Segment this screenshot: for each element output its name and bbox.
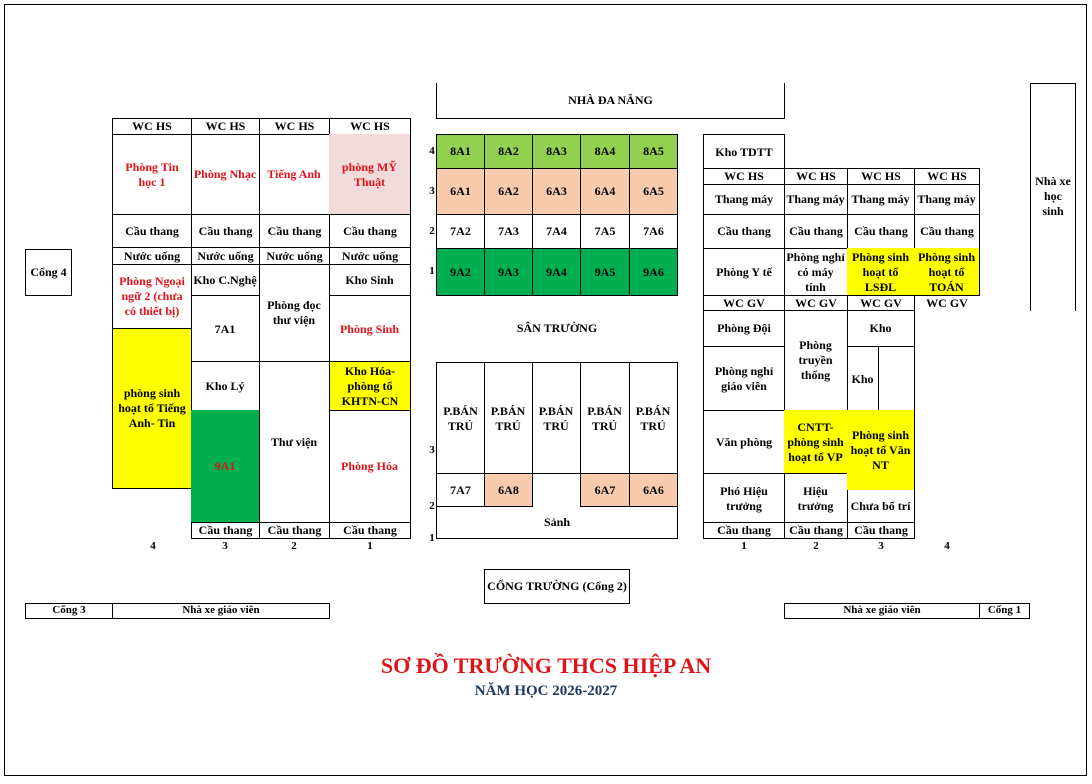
classroom: 6A2	[484, 168, 533, 215]
cau-thang: Cầu thang	[112, 214, 192, 248]
classroom: 8A1	[436, 134, 485, 169]
column-number: 3	[222, 540, 228, 552]
phong-sinh-hoat-to-van: Phòng sinh hoạt tổ Văn NT	[847, 410, 915, 490]
wc-hs: WC HS	[329, 118, 411, 135]
wc-gv: WC GV	[703, 295, 785, 311]
classroom: 9A3	[484, 248, 533, 296]
phong-ngoai-ngu-2: Phòng Ngoại ngữ 2 (chưa có thiết bị)	[112, 264, 192, 329]
phong-nhac: Phòng Nhạc	[191, 134, 260, 215]
kho-cong-nghe: Kho C.Nghệ	[191, 264, 260, 296]
column-number: 4	[944, 540, 950, 552]
cong-4: Cổng 4	[25, 249, 72, 296]
wc-hs: WC HS	[847, 168, 915, 185]
hieu-truong: Hiệu trưởng	[784, 473, 848, 523]
phong-my-thuat: phòng MỸ Thuật	[329, 134, 411, 215]
wc-hs: WC HS	[191, 118, 260, 135]
cau-thang: Cầu thang	[784, 522, 848, 539]
classroom: 9A2	[436, 248, 485, 296]
column-number: 1	[367, 540, 373, 552]
nha-xe-giao-vien: Nhà xe giáo viên	[784, 603, 980, 619]
thang-may: Thang máy	[914, 184, 980, 215]
phong-doc-thu-vien: Phòng đọc thư viện	[259, 264, 330, 362]
phong-sinh-hoat-to-lsdl: Phòng sinh hoạt tổ LSĐL	[847, 248, 915, 296]
column-number: 3	[878, 540, 884, 552]
kho-tdtt: Kho TDTT	[703, 134, 785, 169]
page-title: SƠ ĐỒ TRƯỜNG THCS HIỆP AN	[380, 653, 712, 678]
wc-hs: WC HS	[784, 168, 848, 185]
thang-may: Thang máy	[703, 184, 785, 215]
thang-may: Thang máy	[784, 184, 848, 215]
nha-xe-giao-vien: Nhà xe giáo viên	[112, 603, 330, 619]
classroom: 9A4	[532, 248, 581, 296]
row-number: 3	[429, 444, 435, 456]
column-number: 4	[150, 540, 156, 552]
wc-hs: WC HS	[112, 118, 192, 135]
wc-hs: WC HS	[703, 168, 785, 185]
classroom: 9A6	[629, 248, 678, 296]
phong-sinh: Phòng Sinh	[329, 295, 411, 362]
classroom: 6A4	[580, 168, 630, 215]
cau-thang: Cầu thang	[191, 522, 260, 539]
classroom: 6A1	[436, 168, 485, 215]
phong-ban-tru: P.BÁN TRÚ	[484, 362, 533, 474]
phong-doi: Phòng Đội	[703, 310, 785, 347]
cntt-phong-sinh-hoat-to-vp: CNTT-phòng sinh hoạt tổ VP	[784, 410, 848, 474]
row-number: 1	[429, 532, 435, 544]
kho: Kho	[847, 310, 915, 347]
wc-gv: WC GV	[847, 295, 915, 311]
nha-xe-hoc-sinh: Nhà xe học sinh	[1030, 83, 1076, 311]
nuoc-uong: Nước uống	[259, 247, 330, 265]
san-truong: SÂN TRƯỜNG	[516, 320, 598, 335]
phong-truyen-thong: Phòng truyền thống	[784, 310, 848, 411]
classroom: 7A3	[484, 214, 533, 249]
column-number: 2	[291, 540, 297, 552]
classroom: 8A5	[629, 134, 678, 169]
classroom: 7A4	[532, 214, 581, 249]
row-number: 1	[429, 265, 435, 277]
cau-thang: Cầu thang	[259, 522, 330, 539]
kho-hoa-phong-to-khtn: Kho Hóa- phòng tổ KHTN-CN	[329, 361, 411, 411]
classroom: 8A2	[484, 134, 533, 169]
thu-vien: Thư viện	[259, 361, 330, 523]
room-7a1: 7A1	[191, 295, 260, 362]
chua-bo-tri: Chưa bố trí	[847, 489, 915, 523]
row-number: 4	[429, 145, 435, 157]
cau-thang: Cầu thang	[914, 214, 980, 249]
classroom: 6A5	[629, 168, 678, 215]
phong-hoa: Phòng Hóa	[329, 410, 411, 523]
nuoc-uong: Nước uống	[112, 247, 192, 265]
classroom: 6A3	[532, 168, 581, 215]
phong-y-te: Phòng Y tế	[703, 248, 785, 296]
cong-1: Cổng 1	[979, 603, 1030, 619]
classroom: 7A5	[580, 214, 630, 249]
phong-nghi-giao-vien: Phòng nghỉ giáo viên	[703, 346, 785, 411]
phong-ban-tru: P.BÁN TRÚ	[436, 362, 485, 474]
phong-sinh-hoat-to-toan: Phòng sinh hoạt tổ TOÁN	[914, 248, 980, 296]
cau-thang: Cầu thang	[191, 214, 260, 248]
kho: Kho	[847, 346, 879, 411]
phong-sinh-hoat-to-tieng-anh: phòng sinh hoạt tổ Tiếng Anh- Tin	[112, 328, 192, 489]
cau-thang: Cầu thang	[847, 214, 915, 249]
room-9a1: 9A1	[191, 410, 260, 523]
cong-3: Cổng 3	[25, 603, 113, 619]
cau-thang: Cầu thang	[329, 214, 411, 248]
cau-thang: Cầu thang	[784, 214, 848, 249]
classroom: 9A5	[580, 248, 630, 296]
row-number: 3	[429, 185, 435, 197]
nuoc-uong: Nước uống	[191, 247, 260, 265]
kho-sinh: Kho Sinh	[329, 264, 411, 296]
column-number: 1	[741, 540, 747, 552]
row-number: 2	[429, 225, 435, 237]
wc-gv: WC GV	[914, 295, 980, 311]
classroom: 7A7	[436, 473, 485, 507]
classroom: 6A8	[484, 473, 533, 507]
cau-thang: Cầu thang	[259, 214, 330, 248]
nuoc-uong: Nước uống	[329, 247, 411, 265]
classroom: 6A7	[580, 473, 630, 507]
row-number: 2	[429, 500, 435, 512]
classroom: 8A4	[580, 134, 630, 169]
cau-thang: Cầu thang	[847, 522, 915, 539]
wc-hs: WC HS	[914, 168, 980, 185]
cau-thang: Cầu thang	[703, 214, 785, 249]
phong-ban-tru: P.BÁN TRÚ	[629, 362, 678, 474]
nha-da-nang: NHÀ ĐA NĂNG	[436, 83, 785, 119]
column-number: 2	[813, 540, 819, 552]
phong-ban-tru: P.BÁN TRÚ	[532, 362, 581, 474]
pho-hieu-truong: Phó Hiệu trưởng	[703, 473, 785, 523]
empty-space	[532, 473, 581, 507]
cau-thang: Cầu thang	[329, 522, 411, 539]
classroom: 6A6	[629, 473, 678, 507]
van-phong: Văn phòng	[703, 410, 785, 474]
cong-truong: CỔNG TRƯỜNG (Cổng 2)	[484, 569, 630, 604]
sanh: Sảnh	[436, 506, 678, 539]
classroom: 7A2	[436, 214, 485, 249]
wc-gv: WC GV	[784, 295, 848, 311]
thang-may: Thang máy	[847, 184, 915, 215]
phong-tieng-anh: Tiếng Anh	[259, 134, 330, 215]
empty-space	[878, 346, 915, 411]
phong-ban-tru: P.BÁN TRÚ	[580, 362, 630, 474]
cau-thang: Cầu thang	[703, 522, 785, 539]
phong-nghi-co-may-tinh: Phòng nghỉ có máy tính	[784, 248, 848, 296]
wc-hs: WC HS	[259, 118, 330, 135]
classroom: 8A3	[532, 134, 581, 169]
page-subtitle: NĂM HỌC 2026-2027	[474, 683, 618, 699]
kho-ly: Kho Lý	[191, 361, 260, 411]
classroom: 7A6	[629, 214, 678, 249]
phong-tin-hoc: Phòng Tin học 1	[112, 134, 192, 215]
